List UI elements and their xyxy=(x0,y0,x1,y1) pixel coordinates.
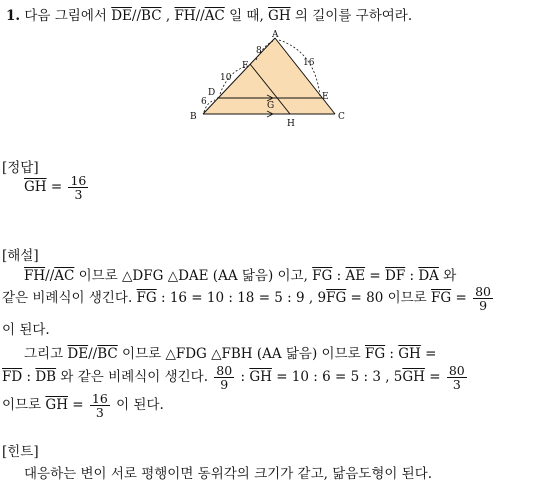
ratio-sign: : xyxy=(389,346,394,362)
numerator: 16 xyxy=(91,391,108,406)
solution-text: = 10 : 6 = 5 : 3 , 5 xyxy=(276,369,403,386)
segment-gh: $\overline{GH}$ xyxy=(45,397,68,414)
parallel-sign: // xyxy=(131,8,142,24)
length-fd: 10 xyxy=(220,73,232,83)
label-b: B xyxy=(190,112,197,122)
segment-df: $\overline{DF}$ xyxy=(385,268,406,284)
numerator: 80 xyxy=(475,284,491,299)
segment-fg: $\overline{FG}$ xyxy=(364,346,386,362)
solution-text: 그리고 xyxy=(24,346,64,362)
segment-fg: $\overline{FG}$ xyxy=(431,290,452,307)
fraction xyxy=(90,392,110,419)
segment-fg: $\overline{FG}$ xyxy=(136,290,157,307)
label-d: D xyxy=(208,88,216,98)
fraction xyxy=(473,285,493,312)
solution-line-2 xyxy=(2,285,495,312)
label-g: G xyxy=(267,101,275,111)
segment-de: $\overline{DE}$ xyxy=(111,8,132,24)
fraction xyxy=(214,364,234,391)
segment-gh: $\overline{GH}$ xyxy=(24,179,47,196)
segment-fg: $\overline{FG}$ xyxy=(326,290,347,307)
hint-text: 대응하는 변이 서로 평행이면 동위각의 크기가 같고, 닮음도형이 된다. xyxy=(24,466,433,482)
problem-text: 일 때, xyxy=(229,8,264,24)
segment-gh: $\overline{GH}$ xyxy=(249,369,272,386)
hint-heading: [힌트] xyxy=(2,444,39,460)
solution-text: 같은 비례식이 생긴다. xyxy=(2,290,133,307)
segment-bc: $\overline{BC}$ xyxy=(141,8,162,24)
segment-fg: $\overline{FG}$ xyxy=(312,268,333,284)
segment-gh: $\overline{GH}$ xyxy=(398,346,421,362)
label-c: C xyxy=(338,112,345,122)
segment-ae: $\overline{AE}$ xyxy=(345,268,366,284)
equals: = xyxy=(72,397,84,414)
answer-line xyxy=(24,174,90,201)
ratio-sign: : xyxy=(409,268,415,284)
problem-text: 의 길이를 구하여라. xyxy=(294,8,413,24)
denominator: 3 xyxy=(95,405,104,421)
fraction xyxy=(447,364,467,391)
segment-fh: $\overline{FH}$ xyxy=(174,8,196,24)
solution-line-3: 이 된다. xyxy=(2,322,50,338)
segment-gh: $\overline{GH}$ xyxy=(402,369,425,386)
parallel-sign: // xyxy=(195,8,205,24)
equals: = xyxy=(50,179,63,196)
equals: = xyxy=(429,369,441,386)
ratio-sign: : xyxy=(240,369,246,386)
length-ae: 16 xyxy=(303,58,315,68)
solution-text: = 80 이므로 xyxy=(350,290,427,307)
parallel-sign: // xyxy=(88,346,98,362)
length-db: 6 xyxy=(201,97,207,107)
solution-line-5 xyxy=(2,364,469,391)
fraction xyxy=(68,174,88,201)
solution-heading: [해설] xyxy=(2,248,39,264)
parallel-sign: // xyxy=(45,268,55,284)
numerator: 16 xyxy=(70,173,87,188)
solution-line-1 xyxy=(24,264,456,284)
segment-ac: $\overline{AC}$ xyxy=(204,8,225,24)
segment-da: $\overline{DA}$ xyxy=(418,268,439,284)
segment-db: $\overline{DB}$ xyxy=(35,369,57,386)
solution-text: 이므로 △DFG △DAE (AA 닮음) 이고, xyxy=(78,268,308,284)
segment-fh: $\overline{FH}$ xyxy=(24,268,46,284)
denominator: 9 xyxy=(479,298,488,314)
problem-text: , xyxy=(165,8,171,24)
equals: = xyxy=(425,346,437,362)
segment-fd: $\overline{FD}$ xyxy=(2,369,23,386)
label-f: F xyxy=(242,61,249,71)
ratio-sign: : xyxy=(336,268,342,284)
solution-text: 와 xyxy=(443,268,457,284)
label-e: E xyxy=(322,92,329,102)
triangle-figure xyxy=(185,30,355,130)
problem-number: 1. xyxy=(6,8,21,24)
segment-bc: $\overline{BC}$ xyxy=(97,346,118,362)
segment-ac: $\overline{AC}$ xyxy=(54,268,75,284)
segment-de: $\overline{DE}$ xyxy=(67,346,89,362)
numerator: 80 xyxy=(448,363,465,378)
denominator: 3 xyxy=(452,377,461,393)
equals: = xyxy=(455,290,467,307)
length-af: 8 xyxy=(256,46,262,56)
equals: = xyxy=(369,268,381,284)
label-h: H xyxy=(287,119,295,129)
solution-text: : 16 = 10 : 18 = 5 : 9 , 9 xyxy=(161,290,327,307)
solution-text: 와 같은 비례식이 생긴다. xyxy=(60,369,208,386)
solution-text: 이므로 △FDG △FBH (AA 닮음) 이므로 xyxy=(122,346,361,362)
solution-line-6 xyxy=(2,392,164,419)
segment-gh: $\overline{GH}$ xyxy=(268,8,291,24)
problem-text: 다음 그림에서 xyxy=(24,8,107,24)
solution-text: 이 된다. xyxy=(116,397,164,414)
ratio-sign: : xyxy=(26,369,32,386)
denominator: 3 xyxy=(74,187,83,203)
denominator: 9 xyxy=(220,377,229,393)
solution-line-4 xyxy=(24,342,436,362)
solution-text: 이므로 xyxy=(2,397,42,414)
numerator: 80 xyxy=(216,363,233,378)
label-a: A xyxy=(272,30,279,40)
answer-heading: [정답] xyxy=(2,160,39,176)
problem-line xyxy=(6,4,412,24)
